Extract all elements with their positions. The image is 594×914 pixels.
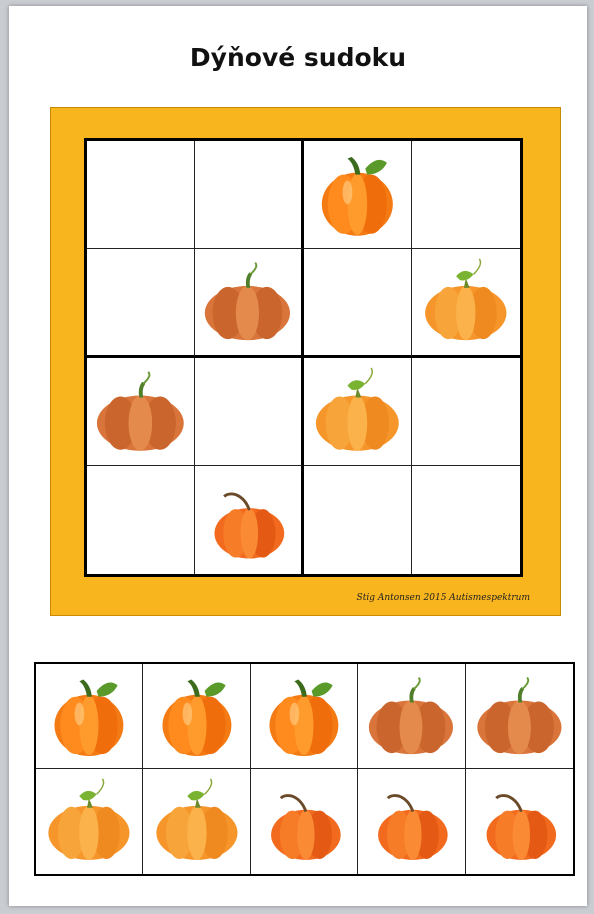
pumpkin-piece[interactable]	[36, 769, 143, 874]
pumpkin-piece[interactable]	[358, 769, 465, 874]
pumpkin-pale-icon	[416, 253, 516, 350]
sudoku-cell[interactable]	[87, 358, 195, 466]
worksheet-page	[9, 6, 587, 906]
pumpkin-small-icon	[362, 773, 460, 870]
sudoku-cell[interactable]	[304, 466, 412, 574]
pumpkin-brown-icon	[199, 253, 296, 350]
sudoku-cell[interactable]	[195, 358, 303, 466]
sudoku-cell[interactable]	[87, 249, 195, 357]
sudoku-grid	[84, 138, 523, 577]
pumpkin-bright-icon	[308, 145, 407, 244]
pumpkin-bright-icon	[148, 668, 246, 764]
pumpkin-piece[interactable]	[358, 664, 465, 769]
pumpkin-pieces-tray	[34, 662, 575, 876]
pumpkin-bright-icon	[255, 668, 353, 764]
sudoku-cell[interactable]	[195, 466, 303, 574]
pumpkin-brown-icon	[91, 362, 190, 461]
pumpkin-pale-icon	[40, 773, 138, 870]
page-title: Dýňové sudoku	[189, 43, 407, 72]
sudoku-cell[interactable]	[412, 141, 520, 249]
pumpkin-piece[interactable]	[466, 664, 573, 769]
sudoku-cell[interactable]	[412, 249, 520, 357]
pumpkin-piece[interactable]	[251, 769, 358, 874]
sudoku-cell[interactable]	[87, 466, 195, 574]
pumpkin-piece[interactable]	[36, 664, 143, 769]
pumpkin-small-icon	[470, 773, 569, 870]
credit-text: Stig Antonsen 2015 Autismespektrum	[356, 593, 530, 603]
pumpkin-pale-icon	[308, 362, 407, 461]
pumpkin-piece[interactable]	[143, 664, 250, 769]
pumpkin-small-icon	[199, 470, 296, 570]
sudoku-cell[interactable]	[304, 358, 412, 466]
sudoku-cell[interactable]	[412, 466, 520, 574]
pumpkin-bright-icon	[40, 668, 138, 764]
sudoku-cell[interactable]	[304, 249, 412, 357]
sudoku-cell[interactable]	[304, 141, 412, 249]
sudoku-cell[interactable]	[195, 249, 303, 357]
sudoku-cell[interactable]	[195, 141, 303, 249]
sudoku-cell[interactable]	[87, 141, 195, 249]
pumpkin-piece[interactable]	[466, 769, 573, 874]
pumpkin-pale-icon	[148, 773, 246, 870]
pumpkin-piece[interactable]	[251, 664, 358, 769]
pumpkin-brown-icon	[470, 668, 569, 764]
sudoku-board-frame	[50, 107, 561, 616]
pumpkin-small-icon	[255, 773, 353, 870]
pumpkin-brown-icon	[362, 668, 460, 764]
pumpkin-piece[interactable]	[143, 769, 250, 874]
sudoku-cell[interactable]	[412, 358, 520, 466]
